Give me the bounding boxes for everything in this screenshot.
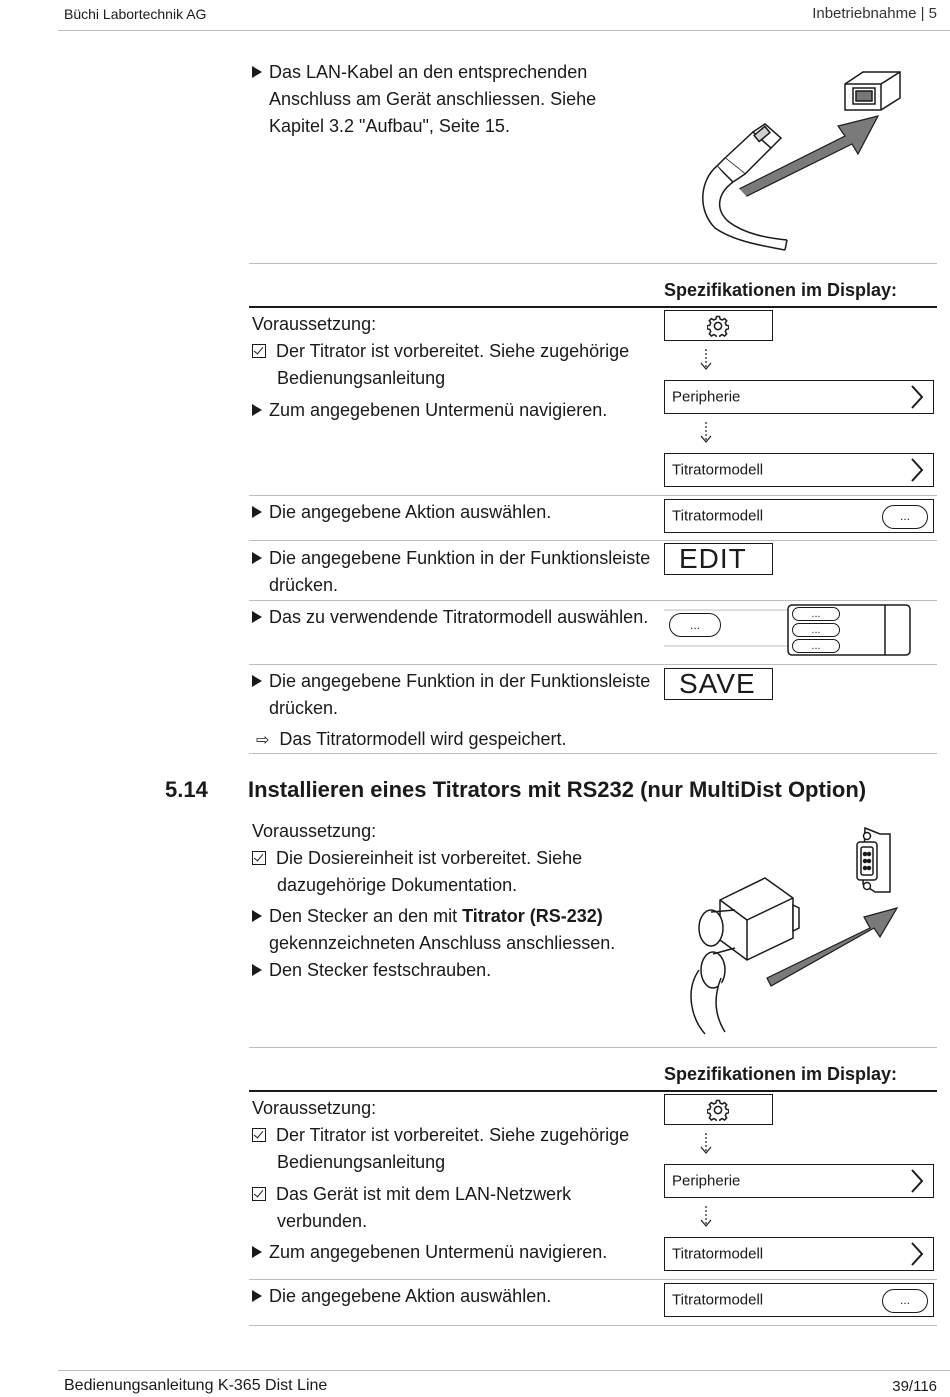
section-number: 5.14 (165, 777, 208, 802)
divider (249, 263, 937, 264)
dotted-arrow-down-icon (698, 1205, 714, 1229)
checkbox-icon (252, 344, 266, 358)
action-step: Die angegebene Aktion auswählen. (252, 499, 551, 526)
bullet-triangle-icon (252, 506, 262, 518)
menu-peripherie[interactable]: Peripherie (664, 380, 934, 414)
prereq-label: Voraussetzung: (252, 314, 377, 334)
option-1[interactable]: ... (792, 607, 840, 621)
spec-title: Spezifikationen im Display: (664, 280, 898, 300)
chevron-right-icon (910, 1241, 924, 1267)
model-selection-display (664, 604, 914, 656)
action-step: Die angegebene Aktion auswählen. (252, 1283, 551, 1310)
divider (249, 1325, 937, 1326)
rs232-instructions: Voraussetzung: Die Dosiereinheit ist vorbereitet. Siehe dazugehörige Dokumentation. Den Stecker an den mit Titrator (RS-232) gekennzeichneten Anschluss anschliessen. Den Stecker festschrauben. (252, 818, 672, 984)
menu-titratormodell[interactable]: Titratormodell (664, 1237, 934, 1271)
ellipsis-button[interactable]: ... (882, 505, 928, 529)
checkbox-icon (252, 851, 266, 865)
checkbox-icon (252, 1187, 266, 1201)
bullet-triangle-icon (252, 1290, 262, 1302)
menu-peripherie[interactable]: Peripherie (664, 1164, 934, 1198)
footer-rule (58, 1370, 950, 1371)
header-company: Büchi Labortechnik AG (64, 6, 207, 22)
save-button[interactable]: SAVE (664, 668, 773, 700)
header-chapter: Inbetriebnahme | 5 (812, 5, 937, 22)
edit-button[interactable]: EDIT (664, 543, 773, 575)
settings-button[interactable] (664, 1094, 773, 1125)
gear-icon (707, 315, 729, 337)
divider (249, 540, 937, 541)
dotted-arrow-down-icon (698, 1132, 714, 1156)
divider (249, 600, 937, 601)
result-arrow-icon: ⇨ (256, 732, 270, 749)
menu-titratormodell[interactable]: Titratormodell (664, 453, 934, 487)
prerequisites: Voraussetzung: Der Titrator ist vorbereitet. Siehe zugehörige Bedienungsanleitung Das Gerät ist mit dem LAN-Netzwerk verbunden. Zum angegebenen Untermenü navigieren. (252, 1095, 662, 1266)
divider (249, 495, 937, 496)
divider (249, 1047, 937, 1048)
section-title: Installieren eines Titrators mit RS232 (nur MultiDist Option) (248, 777, 867, 802)
settings-button[interactable] (664, 310, 773, 341)
lan-instruction: Das LAN-Kabel an den entsprechenden Anschluss am Gerät anschliessen. Siehe Kapitel 3.2 "Aufbau", Seite 15. (252, 59, 652, 140)
prerequisites: Voraussetzung: Der Titrator ist vorbereitet. Siehe zugehörige Bedienungsanleitung Zum angegebenen Untermenü navigieren. (252, 311, 662, 424)
dotted-arrow-down-icon (698, 348, 714, 372)
prereq-label: Voraussetzung: (252, 821, 377, 841)
checkbox-icon (252, 1128, 266, 1142)
lan-cable-illustration (695, 70, 905, 255)
bullet-triangle-icon (252, 910, 262, 922)
spec-title: Spezifikationen im Display: (664, 1064, 898, 1084)
ellipsis-button[interactable]: ... (669, 613, 721, 637)
select-step: Das zu verwendende Titratormodell auswählen. (252, 604, 648, 631)
dotted-arrow-down-icon (698, 421, 714, 445)
rs232-connector-illustration (675, 820, 905, 1040)
table-header-rule (249, 1090, 937, 1092)
bullet-triangle-icon (252, 964, 262, 976)
header-rule (58, 30, 950, 31)
bullet-triangle-icon (252, 404, 262, 416)
action-titratormodell[interactable]: Titratormodell ... (664, 1283, 934, 1317)
divider (249, 1279, 937, 1280)
table-header-rule (249, 306, 937, 308)
chevron-right-icon (910, 457, 924, 483)
edit-step: Die angegebene Funktion in der Funktionsleiste drücken. (252, 545, 662, 599)
divider (249, 664, 937, 665)
ellipsis-button[interactable]: ... (882, 1289, 928, 1313)
chevron-right-icon (910, 1168, 924, 1194)
bullet-triangle-icon (252, 1246, 262, 1258)
bullet-triangle-icon (252, 675, 262, 687)
bullet-triangle-icon (252, 611, 262, 623)
bullet-triangle-icon (252, 552, 262, 564)
page-number: 39/116 (892, 1378, 937, 1395)
divider (249, 753, 937, 754)
save-step: Die angegebene Funktion in der Funktionsleiste drücken. ⇨ Das Titratormodell wird gespeichert. (252, 668, 662, 754)
prereq-label: Voraussetzung: (252, 1098, 377, 1118)
option-2[interactable]: ... (792, 623, 840, 637)
chevron-right-icon (910, 384, 924, 410)
bullet-triangle-icon (252, 66, 262, 78)
gear-icon (707, 1099, 729, 1121)
action-titratormodell[interactable]: Titratormodell ... (664, 499, 934, 533)
footer-manual: Bedienungsanleitung K-365 Dist Line (64, 1377, 328, 1394)
option-3[interactable]: ... (792, 639, 840, 653)
